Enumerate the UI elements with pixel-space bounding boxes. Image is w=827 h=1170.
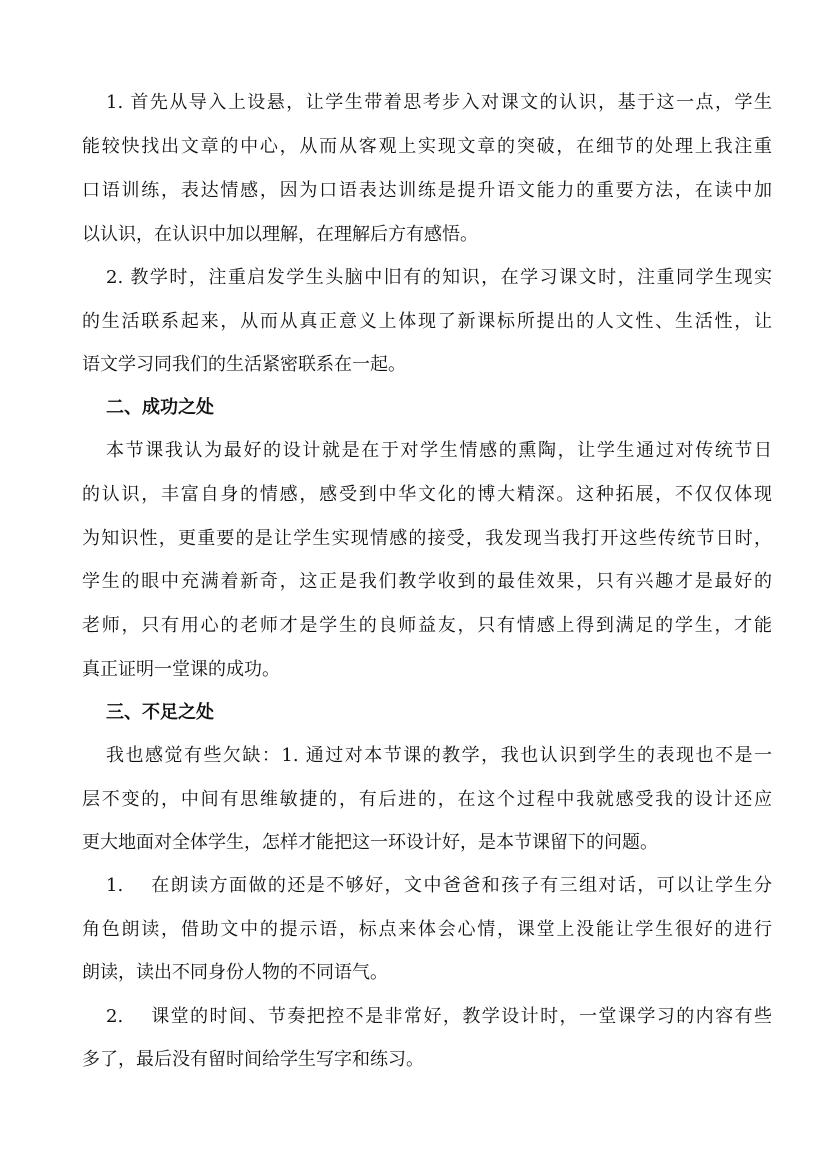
paragraph-1-line-1: 1. 首先从导入上设悬，让学生带着思考步入对课文的认识，基于这一点，学生: [106, 92, 772, 113]
paragraph-4-line-3: 更大地面对全体学生，怎样才能把这一环设计好，是本节课留下的问题。: [82, 832, 658, 853]
paragraph-5-line-3: 朗读，读出不同身份人物的不同语气。: [82, 962, 388, 983]
paragraph-1-line-2: 能较快找出文章的中心，从而从客观上实现文章的突破，在细节的处理上我注重: [82, 136, 772, 157]
paragraph-2-line-2: 的生活联系起来，从而从真正意义上体现了新课标所提出的人文性、生活性，让: [82, 311, 772, 332]
paragraph-1-line-4: 以认识，在认识中加以理解，在理解后方有感悟。: [82, 224, 478, 245]
paragraph-3-line-3: 为知识性，更重要的是让学生实现情感的接受，我发现当我打开这些传统节日时，: [82, 528, 772, 549]
section-heading-shortcomings: 三、不足之处: [106, 702, 214, 723]
paragraph-3-line-6: 真正证明一堂课的成功。: [82, 659, 280, 680]
paragraph-6-line-2: 多了，最后没有留时间给学生写字和练习。: [82, 1049, 424, 1070]
paragraph-2-line-1: 2. 教学时，注重启发学生头脑中旧有的知识，在学习课文时，注重同学生现实: [106, 267, 772, 288]
paragraph-3-line-2: 的认识，丰富自身的情感，感受到中华文化的博大精深。这种拓展，不仅仅体现: [82, 484, 772, 505]
paragraph-5-line-1: 1. 在朗读方面做的还是不够好，文中爸爸和孩子有三组对话，可以让学生分: [106, 875, 772, 896]
section-heading-success: 二、成功之处: [106, 397, 214, 418]
paragraph-5-line-2: 角色朗读，借助文中的提示语，标点来体会心情，课堂上没能让学生很好的进行: [82, 919, 772, 940]
paragraph-4-line-2: 层不变的，中间有思维敏捷的，有后进的，在这个过程中我就感受我的设计还应: [82, 789, 772, 810]
paragraph-3-line-1: 本节课我认为最好的设计就是在于对学生情感的熏陶，让学生通过对传统节日: [106, 440, 772, 461]
paragraph-3-line-4: 学生的眼中充满着新奇，这正是我们教学收到的最佳效果，只有兴趣才是最好的: [82, 571, 772, 592]
paragraph-2-line-3: 语文学习同我们的生活紧密联系在一起。: [82, 354, 406, 375]
paragraph-6-line-1: 2. 课堂的时间、节奏把控不是非常好，教学设计时，一堂课学习的内容有些: [106, 1006, 772, 1027]
paragraph-4-line-1: 我也感觉有些欠缺：1. 通过对本节课的教学，我也认识到学生的表现也不是一: [106, 745, 772, 766]
paragraph-3-line-5: 老师，只有用心的老师才是学生的良师益友，只有情感上得到满足的学生，才能: [82, 615, 772, 636]
paragraph-1-line-3: 口语训练，表达情感，因为口语表达训练是提升语文能力的重要方法，在读中加: [82, 180, 772, 201]
